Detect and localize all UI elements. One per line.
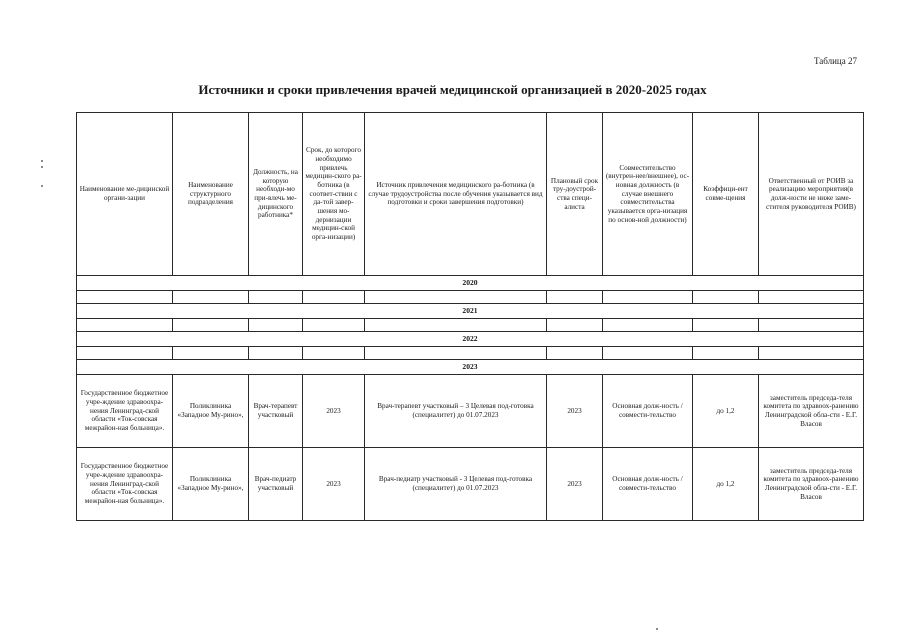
cell-unit: Поликлиника «Западное Му-рино», [173,375,249,448]
year-label: 2021 [77,304,864,319]
header-planned: Плановый срок тру-доустрой-ства специ-алиста [547,113,603,276]
year-label: 2023 [77,360,864,375]
cell-planned: 2023 [547,448,603,521]
header-unit: Наименование структурного подразделения [173,113,249,276]
header-responsible: Ответственный от РОИВ за реализацию мероприятия(в долж-ности не ниже заме-стителя руководителя РОИВ) [759,113,864,276]
empty-row [77,319,864,332]
header-row [77,113,864,276]
year-row-2023 [77,360,864,375]
cell-coefficient: до 1,2 [693,375,759,448]
year-row-2022 [77,332,864,347]
cell-position: Врач-педиатр участковый [249,448,303,521]
header-deadline: Срок, до которого необходимо привлечь медицин-ского ра-ботника (в соответ-ствии с да-той завер-шения мо-дернизации медицин-ской орга-низации) [303,113,365,276]
cell-unit: Поликлиника «Западное Му-рино», [173,448,249,521]
cell-deadline: 2023 [303,375,365,448]
scan-speck [656,628,658,630]
header-org: Наименование ме-дицинской органи-зации [77,113,173,276]
header-position: Должность, на которую необходи-мо при-влечь ме-дицинского работника* [249,113,303,276]
empty-row [77,347,864,360]
header-combination: Совместительство (внутрен-нее/внешнее), ос-новная должность (в случае внешнего совместительства указывается орга-низация по основ-ной должности) [603,113,693,276]
cell-combination: Основная долж-ность / совмести-тельство [603,448,693,521]
header-coefficient: Коэффици-ент совме-щения [693,113,759,276]
cell-deadline: 2023 [303,448,365,521]
recruitment-table [76,112,864,521]
cell-source: Врач-терапевт участковый – 3 Целевая под-готовка (специалитет) до 01.07.2023 [365,375,547,448]
scan-speck [41,185,43,187]
cell-planned: 2023 [547,375,603,448]
empty-row [77,291,864,304]
cell-org: Государственное бюджетное учре-ждение здравоохра-нения Ленинград-ской области «Ток-совская межрайон-ная больница». [77,375,173,448]
cell-org: Государственное бюджетное учре-ждение здравоохра-нения Ленинград-ской области «Ток-совская межрайон-ная больница». [77,448,173,521]
scan-speck [41,160,43,162]
cell-combination: Основная долж-ность / совмести-тельство [603,375,693,448]
cell-responsible: заместитель председа-теля комитета по здравоох-ранению Ленинградской обла-сти - Е.Г. Власов [759,375,864,448]
cell-responsible: заместитель председа-теля комитета по здравоох-ранению Ленинградской обла-сти - Е.Г. Власов [759,448,864,521]
year-label: 2022 [77,332,864,347]
header-source: Источник привлечения медицинского ра-ботника (в случае трудоустройства после обучения указывается вид подготовки и сроки завершения подготовки) [365,113,547,276]
scan-speck [41,166,43,168]
cell-source: Врач-педиатр участковый - 3 Целевая под-готовка (специалитет) до 01.07.2023 [365,448,547,521]
table-row [77,375,864,448]
cell-coefficient: до 1,2 [693,448,759,521]
table-number-label: Таблица 27 [814,56,857,66]
document-title: Источники и сроки привлечения врачей медицинской организацией в 2020-2025 годах [198,82,707,97]
table-row [77,448,864,521]
year-row-2021 [77,304,864,319]
cell-position: Врач-терапевт участковый [249,375,303,448]
year-label: 2020 [77,276,864,291]
year-row-2020 [77,276,864,291]
